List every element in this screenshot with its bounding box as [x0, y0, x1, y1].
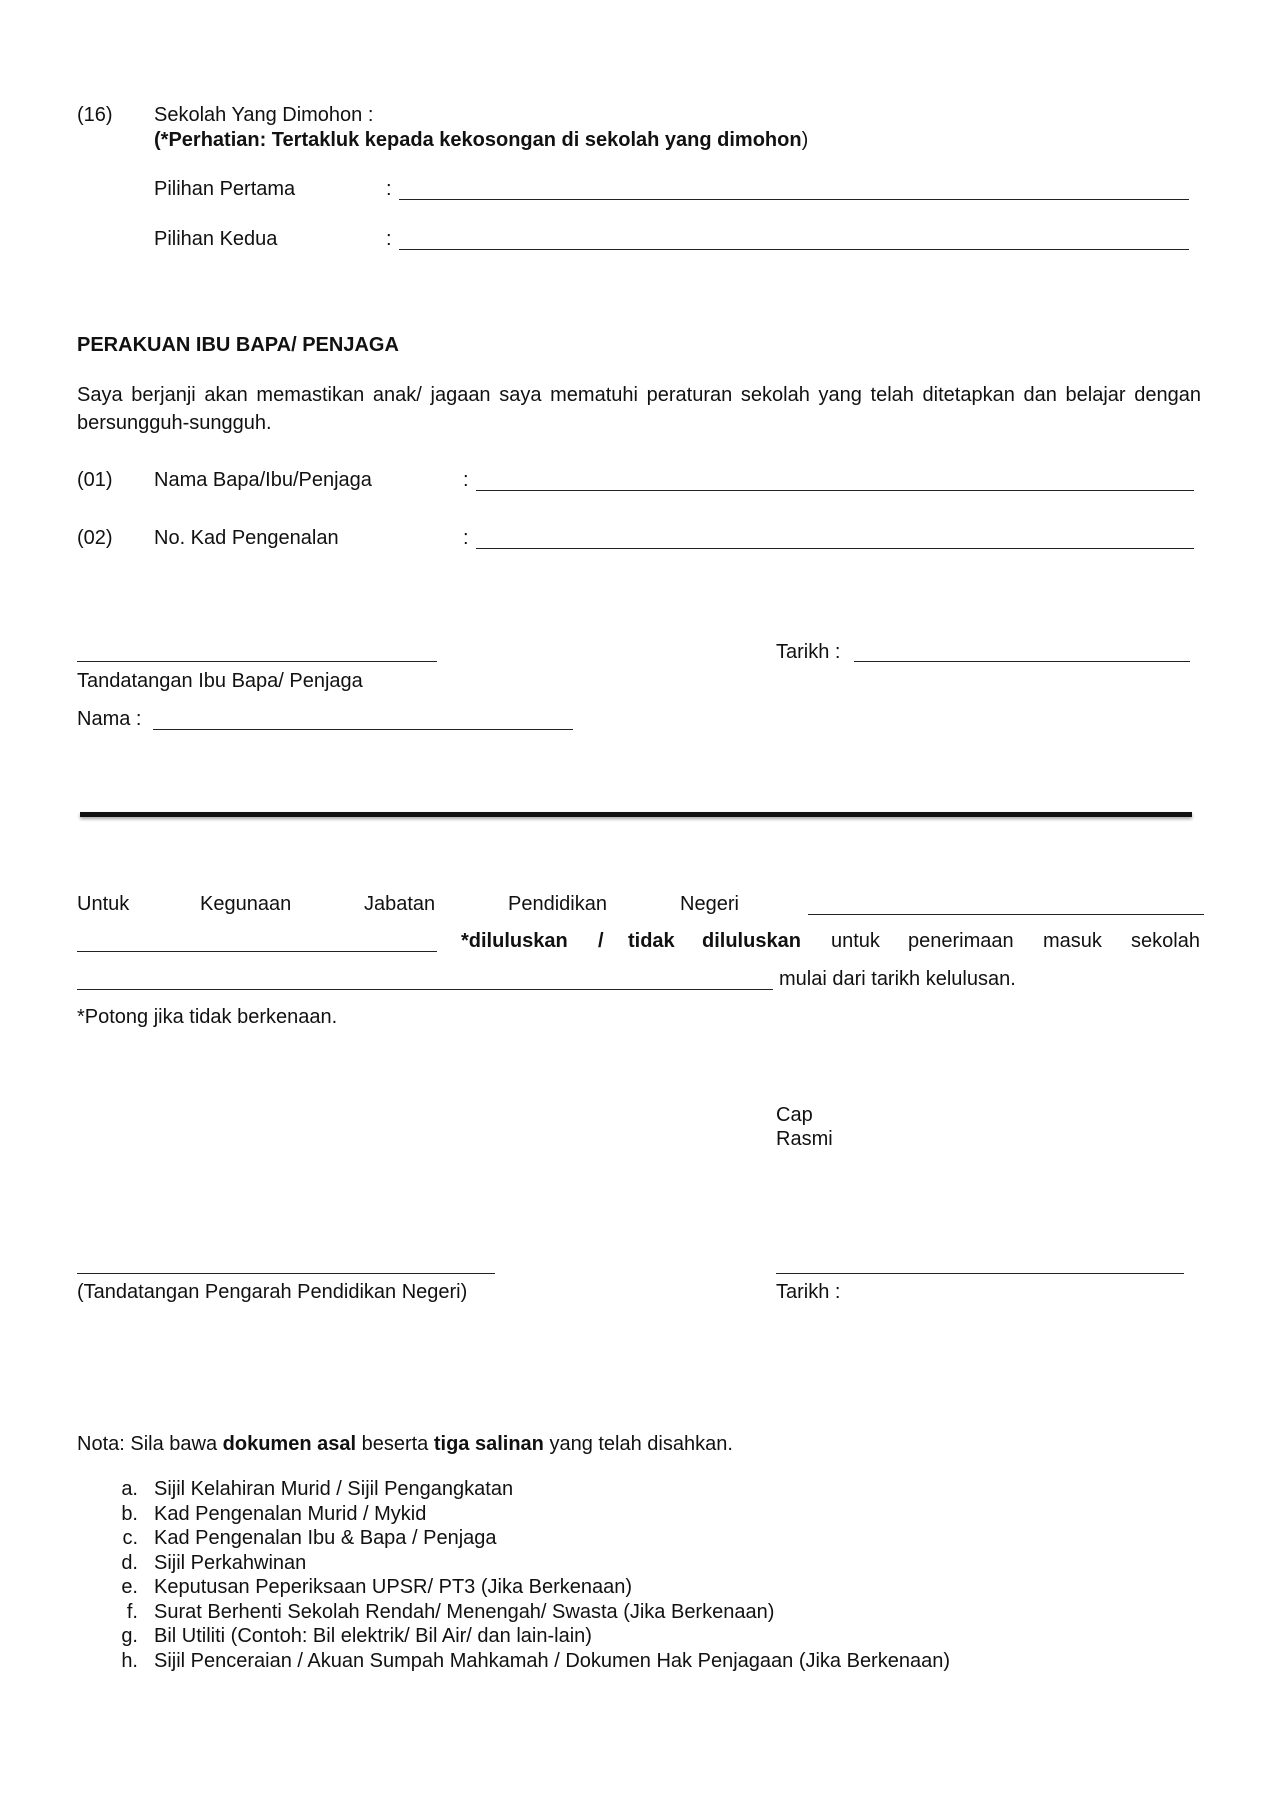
notes-suffix: yang telah disahkan. — [543, 1433, 733, 1455]
director-signature-line[interactable] — [77, 1273, 495, 1274]
parent-sign-name-label: Nama : — [77, 708, 142, 730]
approval-word-untuk: untuk — [831, 930, 880, 952]
list-item-text: Sijil Perkahwinan — [154, 1551, 307, 1574]
approval-word-tidak: tidak — [628, 930, 675, 952]
director-signature-label: (Tandatangan Pengarah Pendidikan Negeri) — [77, 1281, 468, 1303]
parent-name-label: Nama Bapa/Ibu/Penjaga — [154, 469, 372, 491]
parent-signature-label: Tandatangan Ibu Bapa/ Penjaga — [77, 670, 363, 692]
parent-name-field[interactable] — [476, 490, 1194, 491]
parent-date-label: Tarikh : — [776, 641, 841, 663]
section-number: (16) — [77, 104, 113, 126]
list-item-text: Sijil Kelahiran Murid / Sijil Pengangkatan — [154, 1478, 514, 1500]
stamp-label-line1: Cap — [776, 1104, 813, 1126]
list-item-text: Sijil Penceraian / Akuan Sumpah Mahkamah / Dokumen Hak Penjagaan (Jika Berkenaan) — [154, 1649, 950, 1672]
office-word-negeri: Negeri — [680, 893, 739, 915]
parent-name-number: (01) — [77, 469, 113, 491]
parent-date-field[interactable] — [854, 661, 1190, 662]
list-item-letter: h. — [121, 1649, 138, 1672]
id-number-number: (02) — [77, 527, 113, 549]
id-number-colon: : — [463, 527, 469, 549]
list-item-letter: e. — [121, 1576, 138, 1598]
list-item-letter: f. — [126, 1600, 138, 1623]
office-date-line[interactable] — [776, 1273, 1184, 1274]
availability-note — [154, 128, 808, 152]
notes-prefix: Nota: Sila bawa — [77, 1433, 223, 1455]
list-item-text: Keputusan Peperiksaan UPSR/ PT3 (Jika Berkenaan) — [154, 1576, 633, 1598]
notes-original-docs: dokumen asal — [222, 1433, 357, 1455]
availability-note-bold: (*Perhatian: Tertakluk kepada kekosongan di sekolah yang dimohon — [154, 129, 802, 151]
list-item-letter: b. — [121, 1502, 138, 1525]
effective-text: mulai dari tarikh kelulusan. — [779, 968, 1016, 990]
list-item-letter: c. — [122, 1527, 138, 1549]
first-choice-label: Pilihan Pertama — [154, 178, 296, 200]
notes-three-copies: tiga salinan — [433, 1433, 544, 1455]
office-word-untuk: Untuk — [77, 893, 130, 915]
first-choice-field[interactable] — [399, 199, 1189, 200]
section-title: Sekolah Yang Dimohon : — [154, 104, 374, 126]
notes-middle: beserta — [356, 1433, 434, 1455]
parent-name-colon: : — [463, 469, 469, 491]
declaration-statement: Saya berjanji akan memastikan anak/ jagaan saya mematuhi peraturan sekolah yang telah ditetapkan dan belajar dengan bersungguh-sungguh. — [77, 384, 1201, 434]
id-number-label: No. Kad Pengenalan — [154, 527, 339, 549]
office-word-jabatan: Jabatan — [364, 893, 436, 915]
office-date-label: Tarikh : — [776, 1281, 841, 1303]
applicant-field[interactable] — [77, 951, 437, 952]
school-name-field[interactable] — [77, 989, 773, 990]
approval-word-slash: / — [598, 930, 604, 952]
approval-word-masuk: masuk — [1043, 930, 1102, 952]
approval-word-penerimaan: penerimaan — [908, 930, 1014, 952]
strike-note: *Potong jika tidak berkenaan. — [77, 1006, 338, 1028]
notes-intro — [77, 1432, 733, 1456]
office-word-pendidikan: Pendidikan — [508, 893, 607, 915]
state-field[interactable] — [808, 914, 1204, 915]
approval-word-diluluskan: *diluluskan — [461, 930, 568, 952]
list-item-letter: d. — [121, 1551, 138, 1574]
second-choice-field[interactable] — [399, 249, 1189, 250]
second-choice-label: Pilihan Kedua — [154, 228, 278, 250]
list-item-text: Kad Pengenalan Ibu & Bapa / Penjaga — [154, 1527, 497, 1549]
approval-word-sekolah: sekolah — [1131, 930, 1200, 952]
office-word-kegunaan: Kegunaan — [200, 893, 292, 915]
list-item-text: Kad Pengenalan Murid / Mykid — [154, 1502, 427, 1525]
second-choice-colon: : — [386, 228, 392, 250]
approval-word-diluluskan-2: diluluskan — [702, 930, 801, 952]
section-divider — [80, 812, 1192, 817]
first-choice-colon: : — [386, 178, 392, 200]
list-item-text: Surat Berhenti Sekolah Rendah/ Menengah/ Swasta (Jika Berkenaan) — [154, 1600, 775, 1623]
declaration-heading: PERAKUAN IBU BAPA/ PENJAGA — [77, 334, 399, 356]
parent-sign-name-field[interactable] — [153, 729, 573, 730]
stamp-label-line2: Rasmi — [776, 1128, 833, 1150]
list-item-text: Bil Utiliti (Contoh: Bil elektrik/ Bil Air/ dan lain-lain) — [154, 1625, 592, 1647]
list-item-letter: g. — [121, 1625, 138, 1647]
availability-note-close: ) — [801, 129, 809, 151]
parent-signature-line[interactable] — [77, 661, 437, 662]
list-item-letter: a. — [121, 1478, 138, 1500]
id-number-field[interactable] — [476, 548, 1194, 549]
